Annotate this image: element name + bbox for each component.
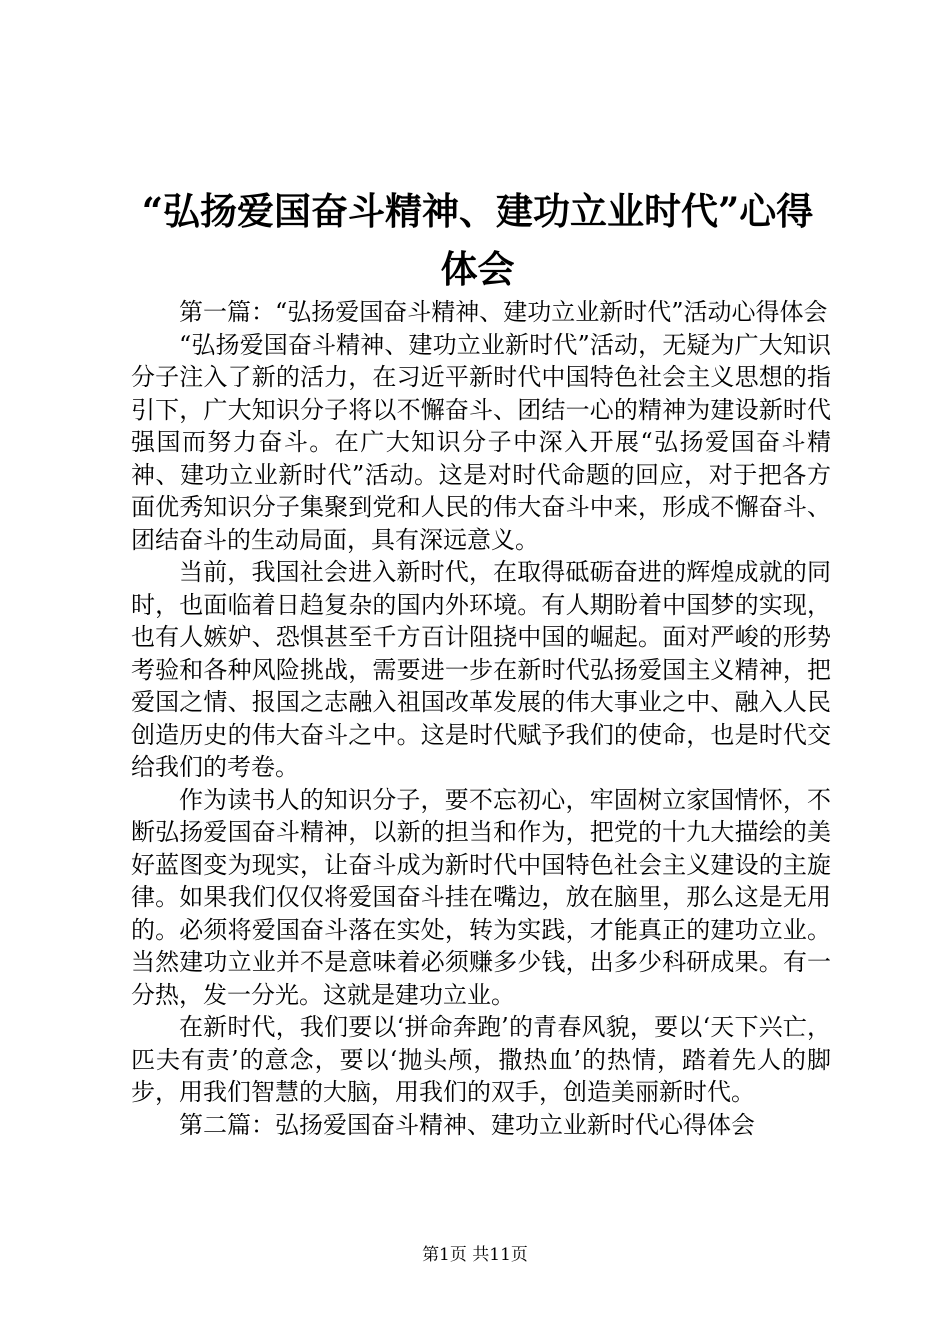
paragraph: 在新时代，我们要以‘拼命奔跑’的青春风貌，要以‘天下兴亡，匹夫有责’的意念，要以‘抛头颅，撒热血’的热情，踏着先人的脚步，用我们智慧的大脑，用我们的双手，创造美丽新时代。 <box>131 1013 831 1106</box>
page-number-footer: 第1页 共11页 <box>422 1245 528 1265</box>
paragraph: 当前，我国社会进入新时代，在取得砥砺奋进的辉煌成就的同时，也面临着日趋复杂的国内外环境。有人期盼着中国梦的实现，也有人嫉妒、恐惧甚至千方百计阻挠中国的崛起。面对严峻的形势考验和各种风险挑战，需要进一步在新时代弘扬爱国主义精神，把爱国之情、报国之志融入祖国改革发展的伟大事业之中、融入人民创造历史的伟大奋斗之中。这是时代赋予我们的使命，也是时代交给我们的考卷。 <box>131 558 831 781</box>
document-title: “弘扬爱国奋斗精神、建功立业时代”心得体会 <box>141 189 814 291</box>
paragraph-section-heading-2: 第二篇：弘扬爱国奋斗精神、建功立业新时代心得体会 <box>179 1110 755 1139</box>
document-body <box>131 296 831 1141</box>
paragraph-section-heading-1: 第一篇：“弘扬爱国奋斗精神、建功立业新时代”活动心得体会 <box>179 298 828 326</box>
paragraph: “弘扬爱国奋斗精神、建功立业新时代”活动，无疑为广大知识分子注入了新的活力，在习近平新时代中国特色社会主义思想的指引下，广大知识分子将以不懈奋斗、团结一心的精神为建设新时代强国而努力奋斗。在广大知识分子中深入开展“弘扬爱国奋斗精神、建功立业新时代”活动。这是对时代命题的回应，对于把各方面优秀知识分子集聚到党和人民的伟大奋斗中来，形成不懈奋斗、团结奋斗的生动局面，具有深远意义。 <box>131 330 831 554</box>
paragraph: 作为读书人的知识分子，要不忘初心，牢固树立家国情怀，不断弘扬爱国奋斗精神，以新的担当和作为，把党的十九大描绘的美好蓝图变为现实，让奋斗成为新时代中国特色社会主义建设的主旋律。如果我们仅仅将爱国奋斗挂在嘴边，放在脑里，那么这是无用的。必须将爱国奋斗落在实处，转为实践，才能真正的建功立业。当然建功立业并不是意味着必须赚多少钱，出多少科研成果。有一分热，发一分光。这就是建功立业。 <box>131 785 831 1009</box>
